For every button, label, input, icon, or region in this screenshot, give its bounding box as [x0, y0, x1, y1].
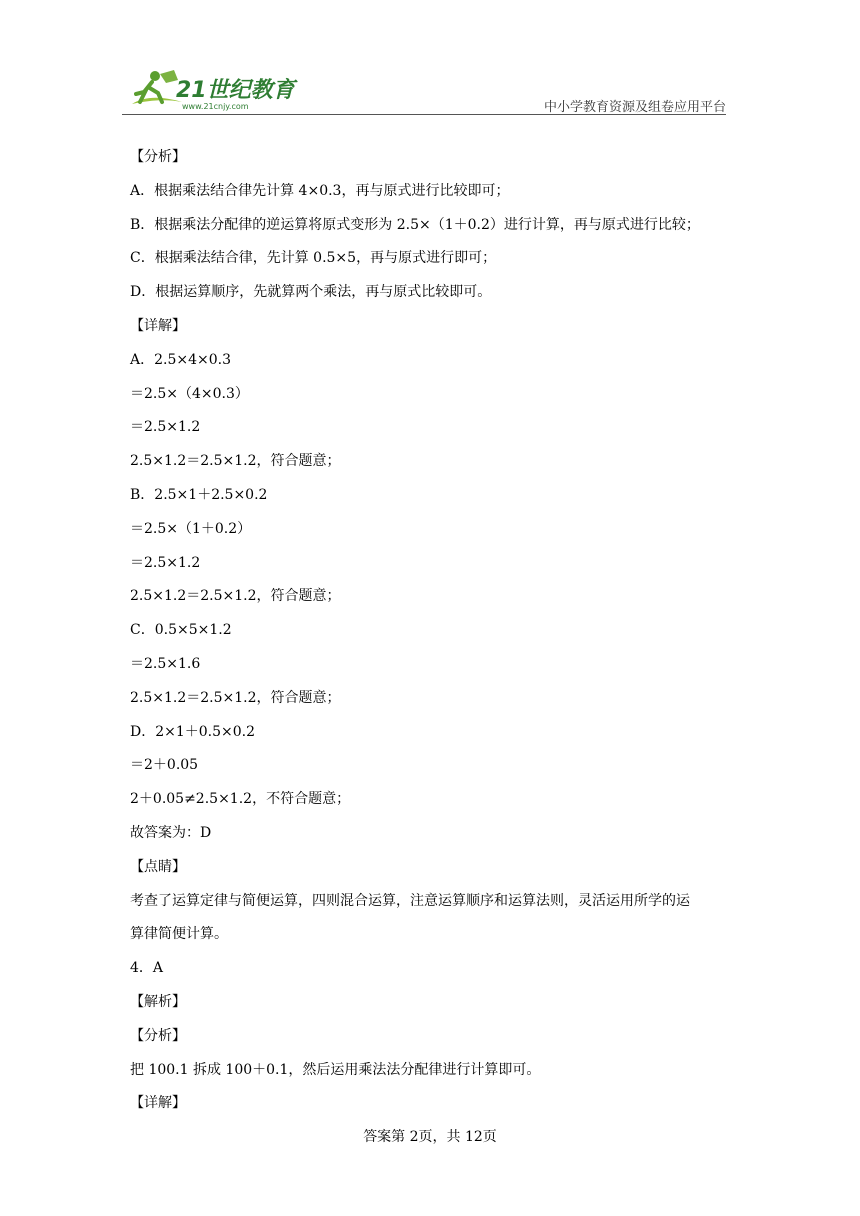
text-line: 考查了运算定律与简便运算，四则混合运算，注意运算顺序和运算法则，灵活运用所学的运 — [130, 892, 690, 909]
text-line: 【点睛】 — [130, 858, 186, 875]
text-line: B．2.5×1＋2.5×0.2 — [130, 486, 268, 503]
text-line: 把 100.1 拆成 100＋0.1，然后运用乘法法分配律进行计算即可。 — [130, 1061, 541, 1078]
text-line: ＝2.5×1.2 — [130, 419, 201, 436]
text-line: 2.5×1.2＝2.5×1.2，符合题意； — [130, 689, 341, 706]
text-line: 算律简便计算。 — [130, 926, 228, 943]
text-line: D．2×1＋0.5×0.2 — [130, 723, 256, 740]
text-line: B．根据乘法分配律的逆运算将原式变形为 2.5×（1＋0.2）进行计算，再与原式进行比较； — [130, 216, 700, 233]
text-line: 4．A — [130, 960, 164, 977]
text-line: 【详解】 — [130, 317, 186, 334]
site-name: 中小学教育资源及组卷应用平台 — [543, 100, 726, 115]
text-line: A．根据乘法结合律先计算 4×0.3，再与原式进行比较即可； — [130, 182, 510, 199]
text-line: 【分析】 — [130, 149, 186, 165]
header-divider — [122, 114, 726, 115]
21cnjy-logo — [122, 66, 302, 112]
text-line: ＝2.5×（1＋0.2） — [130, 520, 252, 537]
text-line: 2.5×1.2＝2.5×1.2，符合题意； — [130, 588, 341, 605]
text-line: 【解析】 — [130, 993, 186, 1010]
text-line: ＝2.5×1.2 — [130, 554, 201, 571]
text-line: 2.5×1.2＝2.5×1.2，符合题意； — [130, 453, 341, 470]
text-line: ＝2.5×1.6 — [130, 655, 201, 672]
text-line: 故答案为：D — [130, 824, 212, 841]
page-header — [122, 66, 726, 116]
text-line: 【详解】 — [130, 1095, 186, 1112]
text-line: 【分析】 — [130, 1027, 186, 1044]
text-line: C．0.5×5×1.2 — [130, 622, 232, 639]
page-footer: 答案第 2页，共 12页 — [363, 1129, 497, 1145]
text-line: ＝2＋0.05 — [130, 757, 199, 774]
svg-text:www.21cnjy.com: www.21cnjy.com — [182, 102, 249, 111]
text-line: A．2.5×4×0.3 — [130, 351, 232, 368]
answer-content — [130, 141, 734, 1121]
svg-text:21世纪教育: 21世纪教育 — [176, 78, 295, 103]
text-line: 2＋0.05≠2.5×1.2，不符合题意； — [130, 791, 351, 808]
text-line: C．根据乘法结合律，先计算 0.5×5，再与原式进行即可； — [130, 250, 497, 267]
text-line: ＝2.5×（4×0.3） — [130, 385, 249, 402]
text-line: D．根据运算顺序，先就算两个乘法，再与原式比较即可。 — [130, 284, 492, 301]
